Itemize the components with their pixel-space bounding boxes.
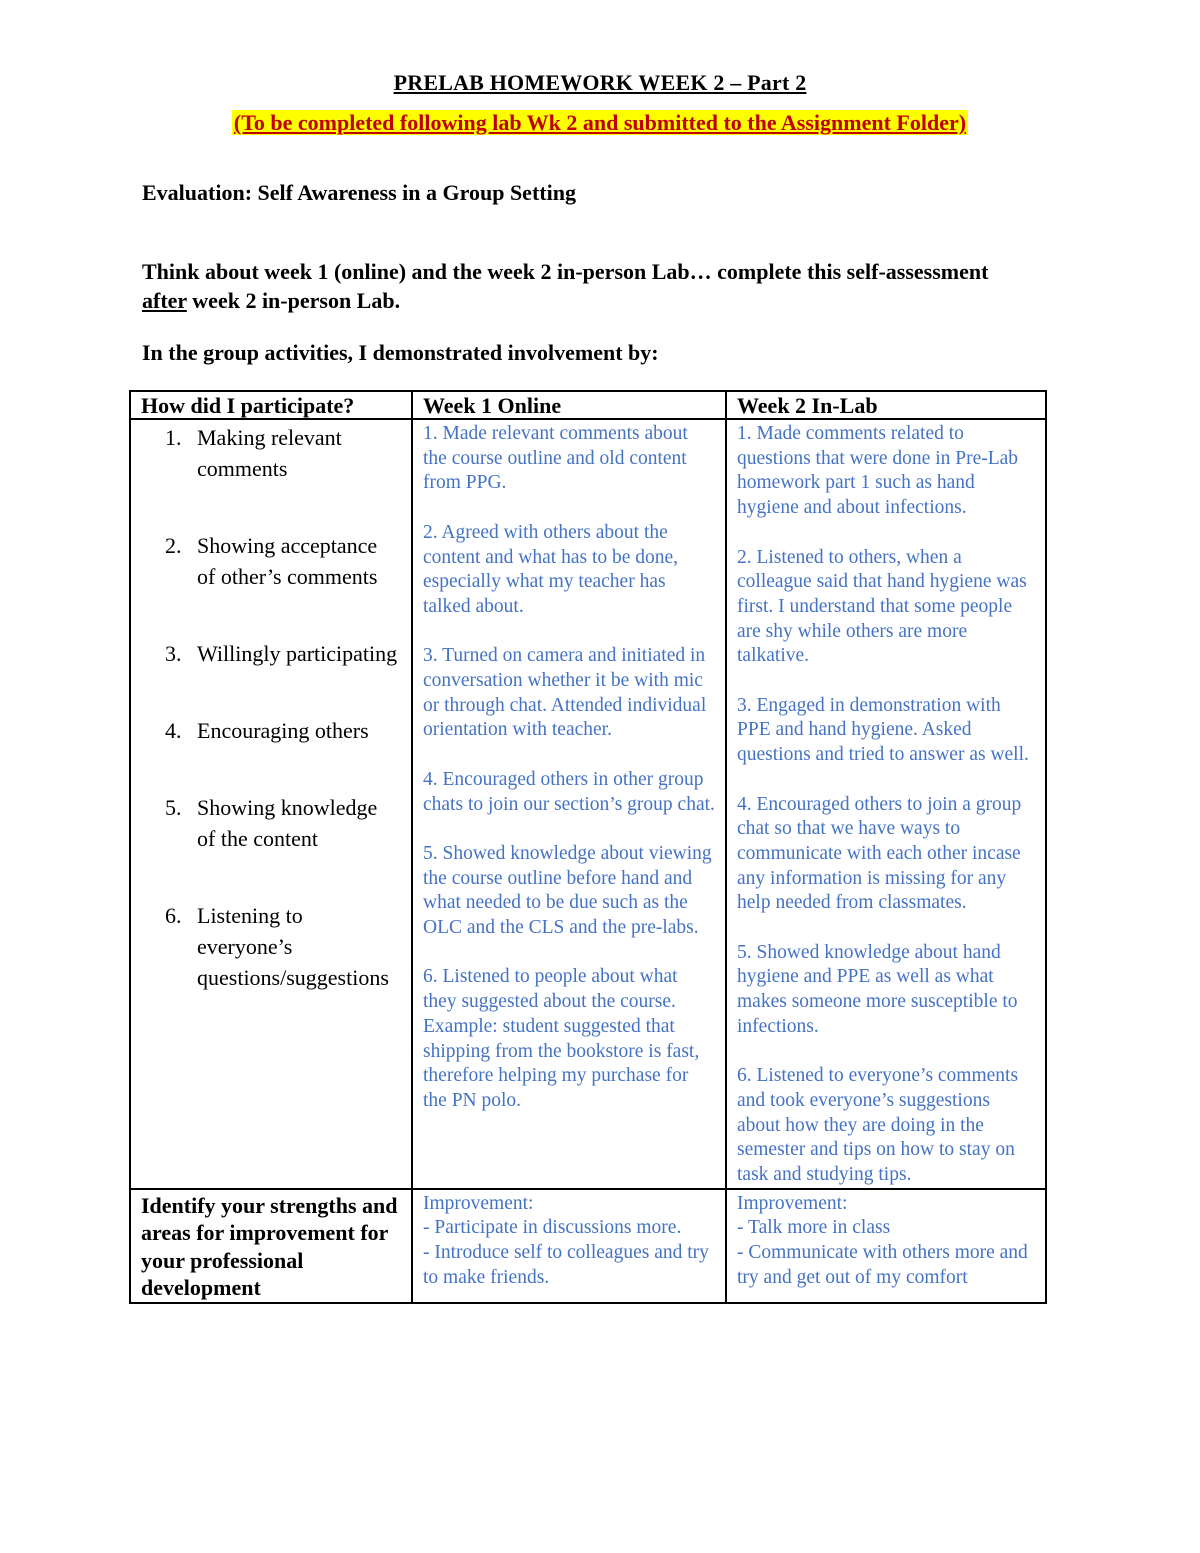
week2-response: 2. Listened to others, when a colleague said that hand hygiene was first. I understand that some people are shy while others are more talkative. <box>737 546 1027 667</box>
table-header-row <box>130 391 1046 419</box>
strengths-label: Identify your strengths and areas for improvement for your professional development <box>130 1189 412 1303</box>
document-title: PRELAB HOMEWORK WEEK 2 – Part 2 <box>393 70 807 95</box>
week2-response: 1. Made comments related to questions that were done in Pre-Lab homework part 1 such as hand hygiene and about infections. <box>737 423 1019 519</box>
week1-improvement-line: - Introduce self to colleagues and try to make friends. <box>423 1242 709 1288</box>
list-item: 4. Encouraging others <box>187 715 401 746</box>
week2-improvement-heading: Improvement: <box>737 1192 848 1214</box>
subtitle-container <box>0 110 1200 136</box>
week1-improvement-line: - Participate in discussions more. <box>423 1217 682 1239</box>
header-week2-inlab: Week 2 In-Lab <box>726 391 1046 419</box>
week1-improvement-cell <box>412 1189 726 1303</box>
list-item: 2. Showing acceptance of other’s comments <box>187 530 401 592</box>
week1-improvement-heading: Improvement: <box>423 1192 534 1214</box>
evaluation-heading: Evaluation: Self Awareness in a Group Setting <box>142 180 576 205</box>
week2-improvement-cell <box>726 1189 1046 1303</box>
list-item: 1. Making relevant comments <box>187 422 401 484</box>
header-week1-online: Week 1 Online <box>412 391 726 419</box>
week2-improvement-content <box>737 1192 1035 1290</box>
document-subtitle: (To be completed following lab Wk 2 and submitted to the Assignment Folder) <box>233 110 967 135</box>
week1-response: 3. Turned on camera and initiated in conversation whether it be with mic or through chat. Attended individual orientation with teacher. <box>423 645 707 741</box>
participation-items-cell <box>130 419 412 1189</box>
participation-list <box>141 422 401 993</box>
week1-responses-cell <box>412 419 726 1189</box>
week1-response: 5. Showed knowledge about viewing the course outline before hand and what needed to be due such as the OLC and the CLS and the pre-labs. <box>423 842 712 938</box>
instructions-line1: Think about week 1 (online) and the week 2 in-person Lab… complete this self-assessment <box>142 259 989 284</box>
week2-response: 6. Listened to everyone’s comments and took everyone’s suggestions about how they are doing in the semester and tips on how to stay on task and studying tips. <box>737 1065 1019 1186</box>
self-assessment-table <box>129 390 1047 1304</box>
instructions-line2: week 2 in-person Lab. <box>186 288 401 313</box>
week2-improvement-line: - Talk more in class <box>737 1217 891 1239</box>
instructions-after-word: after <box>142 288 187 313</box>
week1-response: 6. Listened to people about what they suggested about the course. Example: student suggested that shipping from the bookstore is fast, therefore helping my purchase for the PN polo. <box>423 966 700 1111</box>
week1-response: 2. Agreed with others about the content and what has to be done, especially what my teacher has talked about. <box>423 521 679 617</box>
week1-improvement-content <box>423 1192 715 1290</box>
involvement-prompt: In the group activities, I demonstrated involvement by: <box>142 340 659 365</box>
list-item: 6. Listening to everyone’s questions/suggestions <box>187 900 401 993</box>
table-row-strengths <box>130 1189 1046 1303</box>
header-how-participate: How did I participate? <box>130 391 412 419</box>
instructions <box>142 257 1062 315</box>
week2-responses-cell <box>726 419 1046 1189</box>
week1-response: 1. Made relevant comments about the course outline and old content from PPG. <box>423 423 688 494</box>
week2-response: 3. Engaged in demonstration with PPE and hand hygiene. Asked questions and tried to answer as well. <box>737 694 1029 766</box>
list-item: 3. Willingly participating <box>187 638 401 669</box>
list-item: 5. Showing knowledge of the content <box>187 792 401 854</box>
week2-response: 4. Encouraged others to join a group chat so that we have ways to communicate with each other incase any information is missing for any help needed from classmates. <box>737 793 1022 914</box>
week2-improvement-line: - Communicate with others more and try and get out of my comfort <box>737 1242 1028 1288</box>
week1-response: 4. Encouraged others in other group chats to join our section’s group chat. <box>423 768 715 815</box>
table-row <box>130 419 1046 1189</box>
week2-response: 5. Showed knowledge about hand hygiene and PPE as well as what makes someone more susceptible to infections. <box>737 941 1018 1037</box>
